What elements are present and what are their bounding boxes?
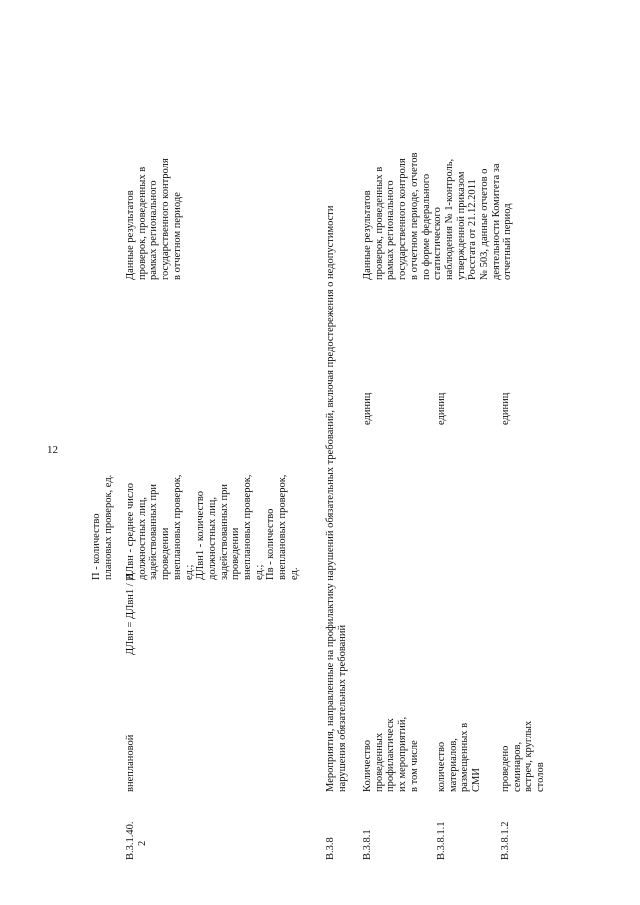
row-code-b3140-2: В.3.1.40. 2 bbox=[125, 821, 148, 860]
row-name-b3140-2: внеплановой bbox=[125, 734, 136, 792]
row-source-b3140-2: Данные результатов проверок, проведенных в рамках регионального государственного контроля в отчетном периоде bbox=[125, 158, 183, 280]
row-source-b381: Данные результатов проверок, проведенных в рамках регионального государственного контроля в отчетном периоде, отчетов по форме федерального статистического наблюдения № 1-контроль, утвержденной приказом Росстата от 21.12.2011 № 503, данные отчетов о деятельности Комитета за отчетный период bbox=[362, 152, 514, 280]
row-unit-b3812: единиц bbox=[500, 392, 511, 425]
row-code-b3811: В.3.8.1.1 bbox=[436, 821, 447, 860]
row-code-b3812: В.3.8.1.2 bbox=[500, 821, 511, 860]
rotated-table bbox=[40, 0, 600, 860]
row-name-b3812: проведено семинаров, встреч, круглых столов bbox=[500, 720, 547, 792]
row-name-b381: Количество проведенных профилактическ их мероприятий, в том числе bbox=[362, 716, 420, 792]
p-definition: П - количество плановых проверок, ед. bbox=[91, 474, 114, 580]
row-explanation-b3140-2: ДЛвн - среднее число должностных лиц, задействованных при проведении внеплановых проверок, ед.; ДЛвн1 - количество должностных лиц, задействованных при проведении внеплановых проверок, ед.; Пв - количество внеплановых проверок, ед. bbox=[125, 474, 300, 580]
section-heading-b38: Мероприятия, направленные на профилактику нарушений обязательных требований, включая предостережения о недопустимости нарушения обязательных требований bbox=[325, 205, 348, 792]
row-unit-b381: единиц bbox=[362, 392, 373, 425]
page-number: 12 bbox=[47, 444, 58, 456]
row-name-b3811: количество материалов, размещенных в СМИ bbox=[436, 722, 483, 792]
row-unit-b3811: единиц bbox=[436, 392, 447, 425]
row-code-b38: В.3.8 bbox=[325, 837, 336, 860]
row-code-b381: В.3.8.1 bbox=[362, 829, 373, 860]
row-formula-b3140-2: ДЛвн = ДЛвн1 / В bbox=[125, 573, 136, 655]
